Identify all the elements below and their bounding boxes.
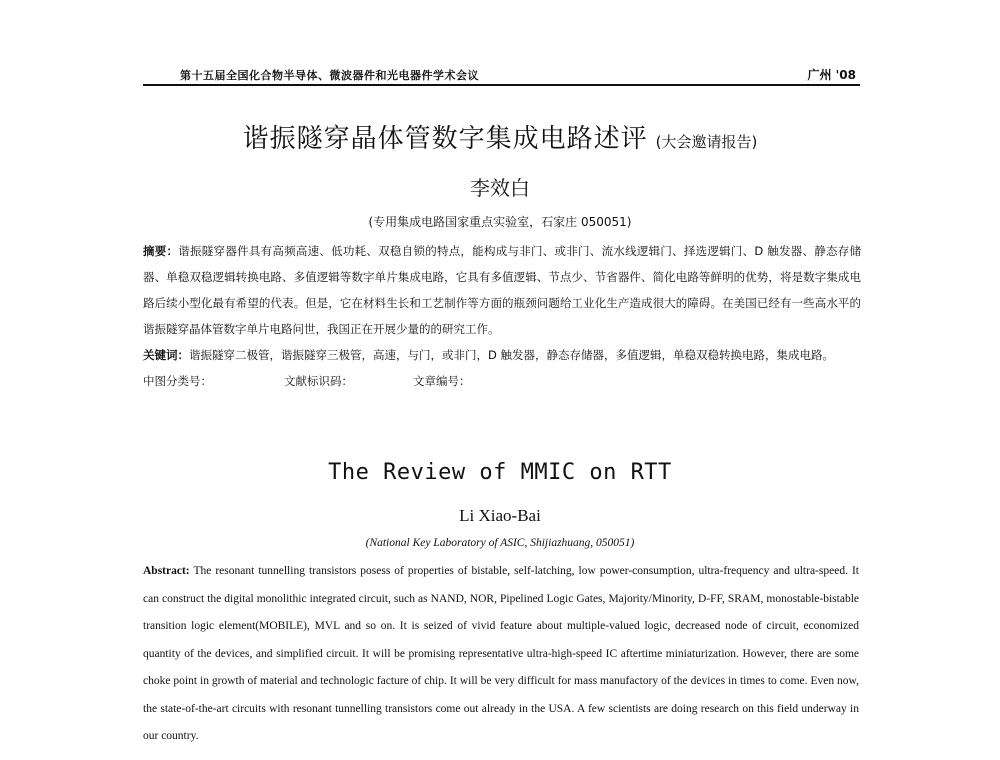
abstract-label-cn: 摘要：: [143, 244, 179, 258]
english-title: The Review of MMIC on RTT: [328, 460, 672, 485]
chinese-keywords: [143, 342, 861, 368]
keywords-label-cn: 关键词：: [143, 348, 189, 362]
conference-name: 第十五届全国化合物半导体、微波器件和光电器件学术会议: [180, 69, 479, 82]
abstract-text-en: The resonant tunnelling transistors posess of properties of bistable, self-latching, low power-consumption, ultra-frequency and ultra-speed. It can construct the digital monolithic integrated circuit, such as NAND, NOR, Pipelined Logic Gates, Majority/Minority, D-FF, SRAM, monostable-bistable transition logic element(MOBILE), MVL and so on. It is seized of vivid feature about multiple-valued logic, decreased node of circuit, economized quantity of the devices, and simplified circuit. It will be promising representative ultra-high-speed IC aftertime miniaturization. However, there are some choke point in growth of material and technologic facture of chip. It will be very difficult for mass manufactory of the devices in times to come. Even now, the state-of-the-art circuits with resonant tunnelling transistors come out already in the USA. A few scientists are doing research on this field underway in our country.: [143, 565, 859, 742]
english-author: Li Xiao-Bai: [459, 506, 541, 525]
chinese-title: [0, 118, 1000, 155]
chinese-title-text: 谐振隧穿晶体管数字集成电路述评: [242, 124, 648, 154]
place-year: 广州 '08: [807, 68, 856, 82]
abstract-label-en: Abstract:: [143, 565, 190, 577]
classification-row: [143, 368, 861, 394]
invited-report-note: (大会邀请报告): [655, 133, 758, 151]
running-header: [172, 64, 860, 82]
keywords-text-cn: 谐振隧穿二极管，谐振隧穿三极管，高速，与门，或非门，D 触发器，静态存储器，多值逻辑，单稳双稳转换电路，集成电路。: [189, 348, 835, 362]
class-number-label: 中图分类号：: [143, 374, 212, 388]
chinese-affiliation: (专用集成电路国家重点实验室，石家庄 050051): [368, 215, 632, 229]
chinese-author: 李效白: [470, 176, 530, 200]
abstract-text-cn: 谐振隧穿器件具有高频高速、低功耗、双稳自锁的特点，能构成与非门、或非门、流水线逻辑门、择选逻辑门、D 触发器、静态存储器、单稳双稳逻辑转换电路、多值逻辑等数字单片集成电路，它具有多值逻辑、节点少、节省器件、简化电路等鲜明的优势，将是数字集成电路后续小型化最有希望的代表。但是，它在材料生长和工艺制作等方面的瓶颈问题给工业化生产造成很大的障碍。在美国已经有一些高水平的谐振隧穿晶体管数字单片电路问世，我国正在开展少量的的研究工作。: [143, 244, 861, 336]
english-abstract: [143, 558, 859, 751]
document-code-label: 文献标识码：: [284, 374, 353, 388]
english-affiliation: (National Key Laboratory of ASIC, Shijiazhuang, 050051): [365, 537, 635, 549]
chinese-abstract: [143, 238, 861, 342]
header-rule: [143, 84, 860, 86]
chinese-abstract-block: [143, 238, 861, 394]
article-number-label: 文章编号：: [413, 374, 471, 388]
